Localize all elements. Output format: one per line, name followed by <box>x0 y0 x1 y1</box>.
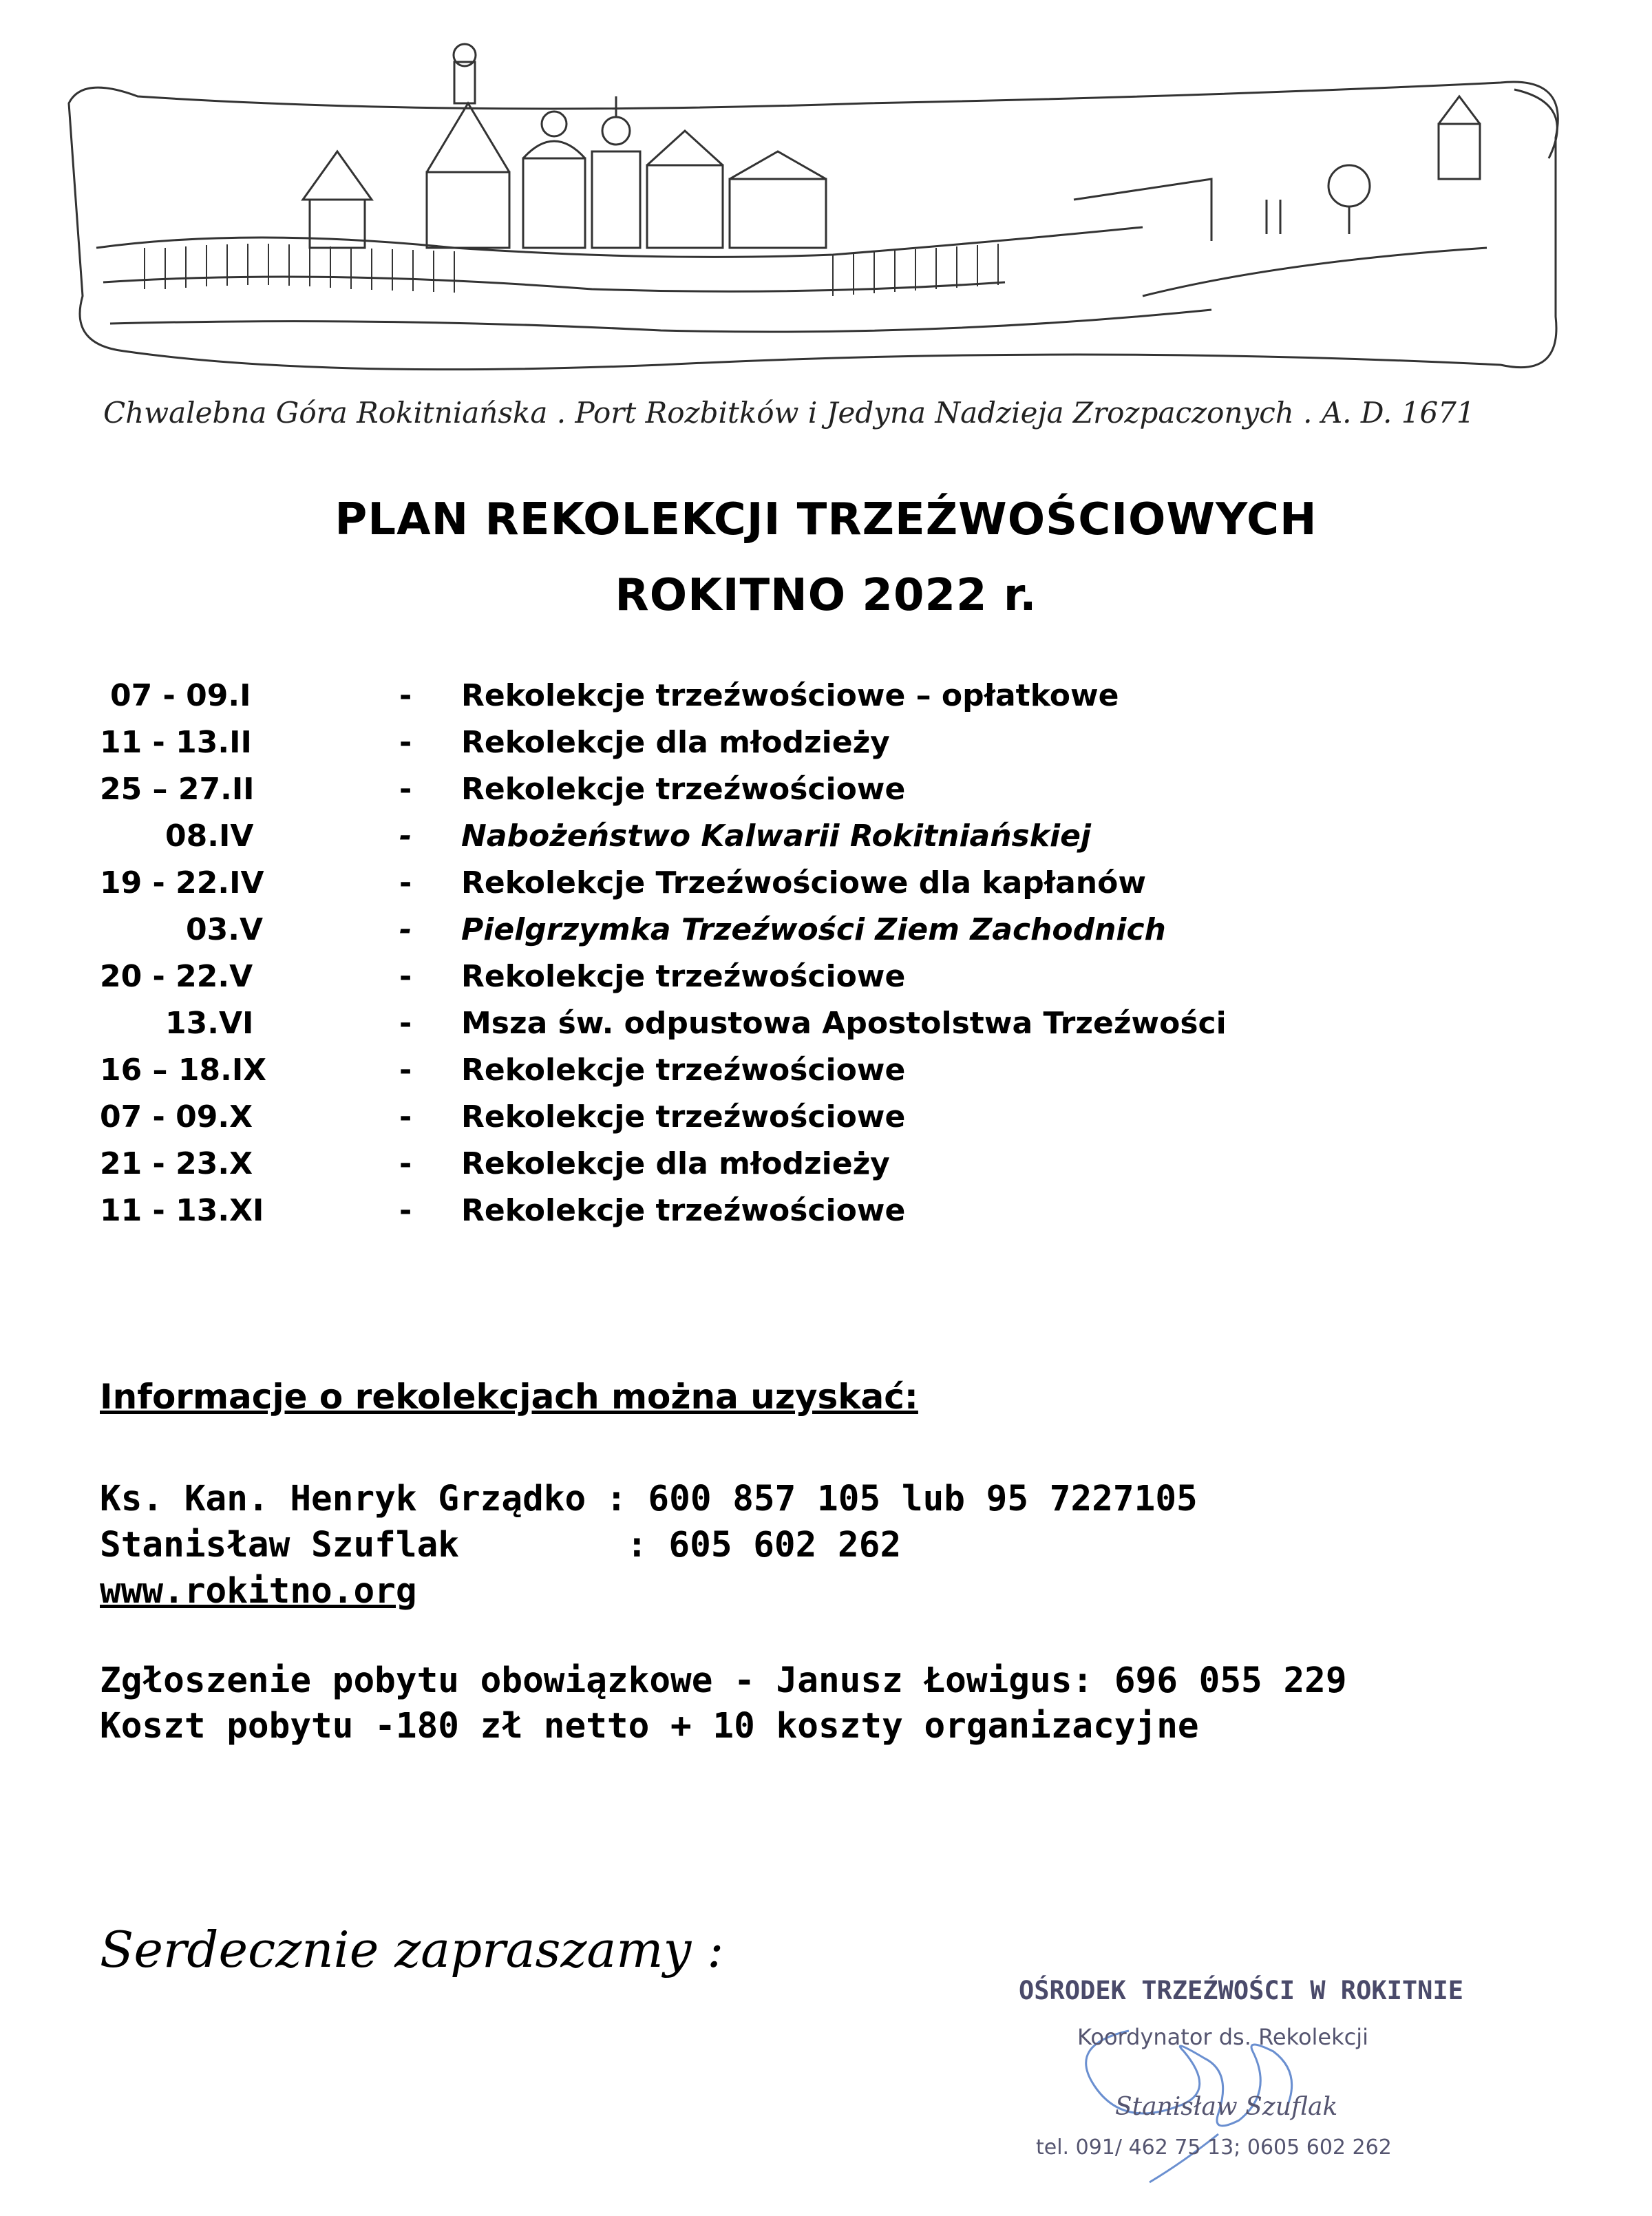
stamp-line3: Stanisław Szuflak <box>1115 2093 1338 2121</box>
schedule-description: Rekolekcje dla młodzieży <box>461 1146 890 1181</box>
schedule-description: Rekolekcje trzeźwościowe <box>461 1053 906 1088</box>
schedule-dash: - <box>399 1193 412 1228</box>
schedule-dash: - <box>399 725 412 760</box>
schedule-row <box>0 1146 1652 1193</box>
schedule-date: 03.V <box>186 912 263 947</box>
schedule-dash: - <box>399 1099 412 1135</box>
schedule-date: 11 - 13.XI <box>100 1193 264 1228</box>
registration-info: Zgłoszenie pobytu obowiązkowe - Janusz Łowigus: 696 055 229 <box>100 1660 1347 1701</box>
motto-caption: Chwalebna Góra Rokitniańska . Port Rozbitków i Jedyna Nadzieja Zrozpaczonych . A. D. 1671 <box>103 396 1475 430</box>
contact1-name: Ks. Kan. Henryk Grządko <box>100 1479 586 1519</box>
schedule-date: 07 - 09.I <box>110 678 251 713</box>
stamp-line4: tel. 091/ 462 75 13; 0605 602 262 <box>1036 2135 1392 2160</box>
schedule-description: Rekolekcje trzeźwościowe <box>461 959 906 994</box>
info-heading: Informacje o rekolekcjach można uzyskać: <box>100 1377 918 1417</box>
schedule-row <box>0 678 1652 725</box>
schedule-description: Pielgrzymka Trzeźwości Ziem Zachodnich <box>461 912 1166 947</box>
schedule-row <box>0 1006 1652 1053</box>
schedule-row <box>0 819 1652 865</box>
schedule-row <box>0 865 1652 912</box>
schedule-description: Rekolekcje trzeźwościowe <box>461 772 906 807</box>
schedule-date: 08.IV <box>165 819 254 854</box>
contact2-phone: : 605 602 262 <box>626 1525 902 1565</box>
schedule-row <box>0 1193 1652 1240</box>
schedule-dash: - <box>399 1053 412 1088</box>
schedule-description: Nabożeństwo Kalwarii Rokitniańskiej <box>461 819 1091 854</box>
website-link[interactable]: www.rokitno.org <box>100 1571 417 1612</box>
schedule-date: 21 - 23.X <box>100 1146 253 1181</box>
schedule-row <box>0 772 1652 819</box>
contact2-name: Stanisław Szuflak <box>100 1525 459 1565</box>
schedule-date: 13.VI <box>165 1006 254 1041</box>
page-title: PLAN REKOLEKCJI TRZEŹWOŚCIOWYCH <box>335 494 1317 545</box>
schedule-date: 20 - 22.V <box>100 959 253 994</box>
schedule-dash: - <box>399 865 412 900</box>
cost-info: Koszt pobytu -180 zł netto + 10 koszty organizacyjne <box>100 1706 1199 1747</box>
schedule-dash: - <box>399 959 412 994</box>
invitation-text: Serdecznie zapraszamy : <box>100 1921 724 1978</box>
stamp-line2: Koordynator ds. Rekolekcji <box>1077 2024 1368 2050</box>
schedule-date: 11 - 13.II <box>100 725 252 760</box>
schedule-row <box>0 959 1652 1006</box>
organization-stamp <box>1012 1955 1507 2189</box>
page-subtitle: ROKITNO 2022 r. <box>615 570 1037 621</box>
schedule-date: 19 - 22.IV <box>100 865 264 900</box>
schedule-date: 07 - 09.X <box>100 1099 253 1135</box>
schedule-dash: - <box>399 912 412 947</box>
schedule-date: 25 – 27.II <box>100 772 255 807</box>
schedule-description: Rekolekcje trzeźwościowe <box>461 1193 906 1228</box>
schedule-row <box>0 912 1652 959</box>
schedule-description: Rekolekcje Trzeźwościowe dla kapłanów <box>461 865 1147 900</box>
contact1-phone: : 600 857 105 lub 95 7227105 <box>606 1479 1198 1519</box>
schedule-date: 16 – 18.IX <box>100 1053 267 1088</box>
schedule-row <box>0 1099 1652 1146</box>
schedule-description: Rekolekcje dla młodzieży <box>461 725 890 760</box>
schedule-description: Msza św. odpustowa Apostolstwa Trzeźwości <box>461 1006 1227 1041</box>
schedule-dash: - <box>399 1146 412 1181</box>
schedule-dash: - <box>399 678 412 713</box>
schedule-dash: - <box>399 1006 412 1041</box>
schedule-description: Rekolekcje trzeźwościowe – opłatkowe <box>461 678 1119 713</box>
town-illustration-banner <box>41 21 1590 406</box>
schedule-row <box>0 725 1652 772</box>
stamp-line1: OŚRODEK TRZEŹWOŚCI W ROKITNIE <box>1019 1976 1464 2005</box>
schedule-row <box>0 1053 1652 1099</box>
schedule-dash: - <box>399 819 412 854</box>
schedule-description: Rekolekcje trzeźwościowe <box>461 1099 906 1135</box>
schedule-dash: - <box>399 772 412 807</box>
